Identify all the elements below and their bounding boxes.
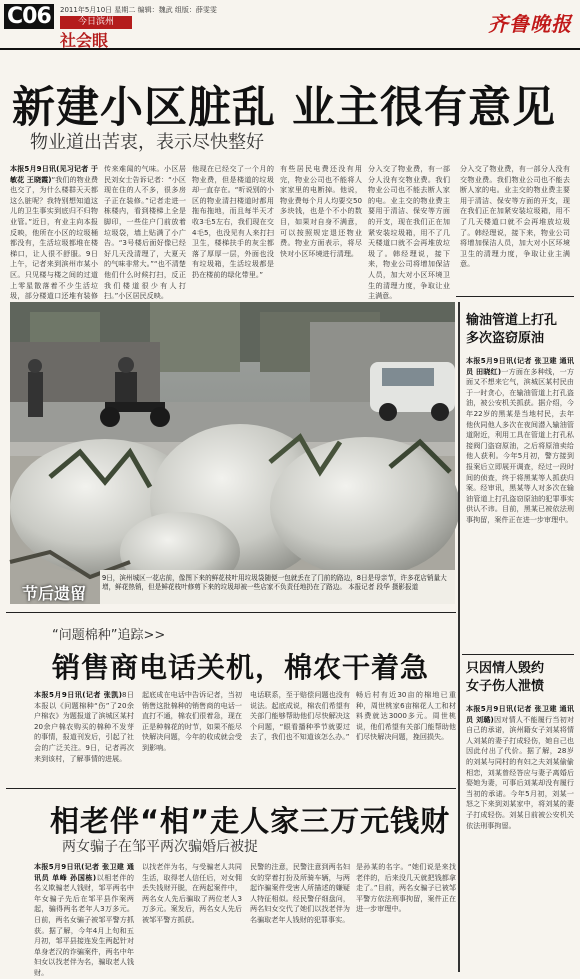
side1-headline	[466, 312, 557, 348]
story2-column-3: 电话联系，至于赔偿问题也没有说法。起底成说，棉农们希望有关部门能够帮助他们尽快解决这个问题，“眼看播种季节就要过去了，我们也不知道该怎么办。”	[250, 690, 350, 742]
side2-body-text: 因对情人不能履行当初对自己的承诺，滨州籍女子刘某将情人刘某的妻子打成轻伤，她自己也因此付出了代价。据了解，28岁的刘某与同村的有妇之夫刘某偷偷相恋，刘某曾经答应与妻子离婚后娶她为妻，可事后刘某却没有履行当初的承诺。今年5月初，刘某一怒之下来到刘某家中，将刘某的妻子打成轻伤。刘某日前被公安机关依法刑事拘留。	[466, 714, 575, 830]
divider	[456, 296, 574, 297]
story1-lede: 本报5月9日讯(见习记者 于敏花 王晓霞)	[10, 164, 98, 184]
side2-headline	[466, 660, 544, 696]
story2-column-1	[34, 690, 134, 782]
section-tag: 今日滨州	[60, 16, 132, 29]
side1-headline-line1: 输油管道上打孔	[466, 313, 558, 328]
story2-col1-text: 8日本报以《问题棉种“伤”了20余户棉农》为题报道了滨城区某村20余户棉农购买的棉种不发芽的事情，报道刊发后，引起了社会的广泛关注。9日，记者再次来到该村，了解事情的进展。	[34, 690, 134, 763]
column-divider	[458, 302, 460, 972]
story2-column-4: 畅后村有近30亩的棉地已重种，周世桃家6亩棉花人工和材料费就达3000多元。周世桃说，他们希望有关部门能帮助他们尽快解决问题，挽回损失。	[356, 690, 456, 742]
subhead-main: 物业道出苦衷，表示尽快整好	[30, 132, 264, 153]
story3-subhead: 两女骗子在邹平两次骗婚后被捉	[62, 839, 258, 855]
photo-caption-title: 节后遗留	[22, 584, 87, 603]
side1-lede: 本报5月9日讯(记者 张卫建 通讯员 田晓红)	[466, 356, 574, 376]
divider	[6, 612, 456, 613]
story2-lede: 本报5月9日讯(记者 张凯)	[34, 690, 122, 699]
side2-lede: 本报5月9日讯(记者 张卫建 通讯员 刘璐)	[466, 704, 574, 724]
side2-headline-line2: 女子伤人泄愤	[466, 679, 545, 694]
headline-main: 新建小区脏乱 业主很有意见	[12, 83, 556, 133]
side1-headline-line2: 多次盗窃原油	[466, 331, 545, 346]
photo-caption: 9日，滨州城区一花店前，像图下来的鲜花枝叶用垃圾袋随便一包就丢在了门前的路边，8日是母亲节，许多花店销量大增，鲜花热销，但是鲜花枝叶修剪下来的垃圾却被一些店家不负责任地扔在了路边。 本报记者 段华 摄影报道	[102, 574, 447, 591]
story1-column-4: 有些居民电费还没有用完，物业公司也不能将人家家里的电断掉。他说，物业费每个月人均要交50多块钱，也是个不小的数目，如果对自身不满意，可以按照规定退还物业费。物业方面表示，将尽快对小区环境进行清理。	[280, 164, 362, 258]
story2-headline: 销售商电话关机，棉农干着急	[52, 651, 430, 684]
story3-col1-text: 以相老伴的名义欺骗老人钱财，邹平两名中年女骗子先后在邹平县作案两起，骗得两名老年人3万多元。日前，两名女骗子被邹平警方抓获。据了解，今年4月上旬和五月初，邹平县接连发生两起针对单身老汉的诈骗案件，两名中年妇女以找老伴为名，骗取老人钱财。	[34, 872, 134, 977]
news-photo	[10, 302, 455, 604]
date-line: 2011年5月10日 星期二 编辑：魏武 组版：薛雯雯	[60, 6, 217, 14]
section-name: 社会眼	[60, 31, 109, 50]
story3-headline: 相老伴“相”走人家三万元钱财	[50, 804, 451, 838]
story1-column-2: 传来难闻的气味。小区居民刘女士告诉记者：“小区现在住的人不多，很多房子正在装修。”记者走进一栋楼内，看到楼梯上全是脚印，一些住户门前放着垃圾袋，墙上贴满了小广告。“3号楼后面好像已经好几天没清理了，大夏天的气味非常大。”“也不清楚他们什么时候打扫，反正我们楼道很少有人打扫。”小区居民反映。	[104, 164, 186, 301]
story2-column-2: 起底成在电话中告诉记者，当初销售这批棉种的销售商的电话一直打不通，棉农们很着急，现在正是种棉花的时节，如果不能尽快解决问题，今年的收成就会受到影响。	[142, 690, 242, 752]
side1-body	[466, 356, 574, 656]
story3-column-2: 以找老伴为名，与受骗老人共同生活，取得老人信任后，对女佣丢失钱财开脱，在两起案件中，两名女人先后骗取了两位老人3万多元。案发后，两名女人先后被邹平警方抓获。	[142, 862, 242, 924]
masthead	[0, 0, 580, 50]
page-number: C06	[4, 4, 54, 29]
photo-illustration	[10, 302, 455, 604]
story2-kicker: “问题棉种”追踪>>	[52, 628, 166, 643]
story3-column-1	[34, 862, 134, 977]
story3-column-4: 是孙某的名字。“她们说是来找老伴的，后来没几天就把钱都拿走了。”目前，两名女骗子已被邹平警方依法刑事拘留，案件正在进一步审理中。	[356, 862, 456, 914]
side2-body	[466, 704, 574, 970]
story1-column-5: 分入交了物业费，有一部分人没有交物业费。我们物业公司也不能去断人家的电。业主交的物业费主要用于清洁、保安等方面的开支，现在我们正在加紧安装垃圾箱，用不了几天楼道口就不会再堆放垃圾了。韩经理说，接下来，物业公司将增加保洁人员，加大对小区环境卫生的清理力度，争取让业主满意。	[368, 164, 450, 301]
story1-column-3: 他现在已经交了一个月的物业费，但是楼道的垃圾却一直存在。“听说别的小区的物业清扫楼道时都用拖布拖地，而且每半天才收3毛5左右，我们现在交4毛5，也没见有人来打扫卫生，楼梯扶手的灰尘都落了厚厚一层，外面也没有垃圾箱，生活垃圾都是扔在楼前的绿化带里。”	[192, 164, 274, 279]
story1-column-6: 分入交了物业费，有一部分人没有交物业费。我们物业公司也不能去断人家的电。业主交的物业费主要用于清洁、保安等方面的开支，现在我们正在加紧安装垃圾箱，用不了几天楼道口就不会再堆放垃圾了。韩经理说，接下来，物业公司将增加保洁人员，加大对小区环境卫生的清理力度，争取让业主满意。	[460, 164, 570, 269]
divider	[6, 788, 456, 789]
paper-logo: 齐鲁晚报	[488, 12, 572, 36]
side2-headline-line1: 只因情人毁约	[466, 661, 545, 676]
divider	[462, 654, 574, 655]
story3-column-3: 民警的注意，民警注意到两名妇女的穿着打扮及所骑车辆，与两起诈骗案件受害人所描述的嫌疑人特征相似。经民警仔细盘问，两名妇女交代了她们以找老伴为名骗取老年人钱财的犯罪事实。	[250, 862, 350, 924]
story1-col1-text: “我们的物业费也交了，为什么楼群天天都这么脏呢？我特别想知道这儿的卫生事实到底归不归物业管。”近日，有业主向本报反映，他所在小区的垃圾桶都没有，生活垃圾都堆在楼梯口，让人很不舒服。9日上午，记者来到滨州市某小区。只见楼与楼之间的过道上零星散落着不少生活垃圾，部分楼道口还堆有装修	[10, 174, 98, 301]
story3-lede: 本报5月9日讯(记者 张卫建 通讯员 单峰 孙国栋)	[34, 862, 134, 882]
side1-body-text: 一方面在多种线，一方面又不想来它气，滨城区某村民由于一时贪心，在输油管道上打孔盗油，被公安机关抓获。据介绍，今年22岁的黑某是当地村民，去年他伙同他人多次在夜间潜入输油管道附近，利用工具在管道上打孔私接阀门盗窃原油，之后将原油卖给他人获利。今年5月初，警方接到报案后立即展开调查，经过一段时间的侦查，终于将黑某等人抓获归案。经审讯，黑某等人对多次在输油管道上打孔盗窃原油的犯罪事实供认不讳。目前，黑某已被依法刑事拘留，案件正在进一步审理中。	[466, 366, 574, 524]
story1-column-1	[10, 164, 98, 301]
